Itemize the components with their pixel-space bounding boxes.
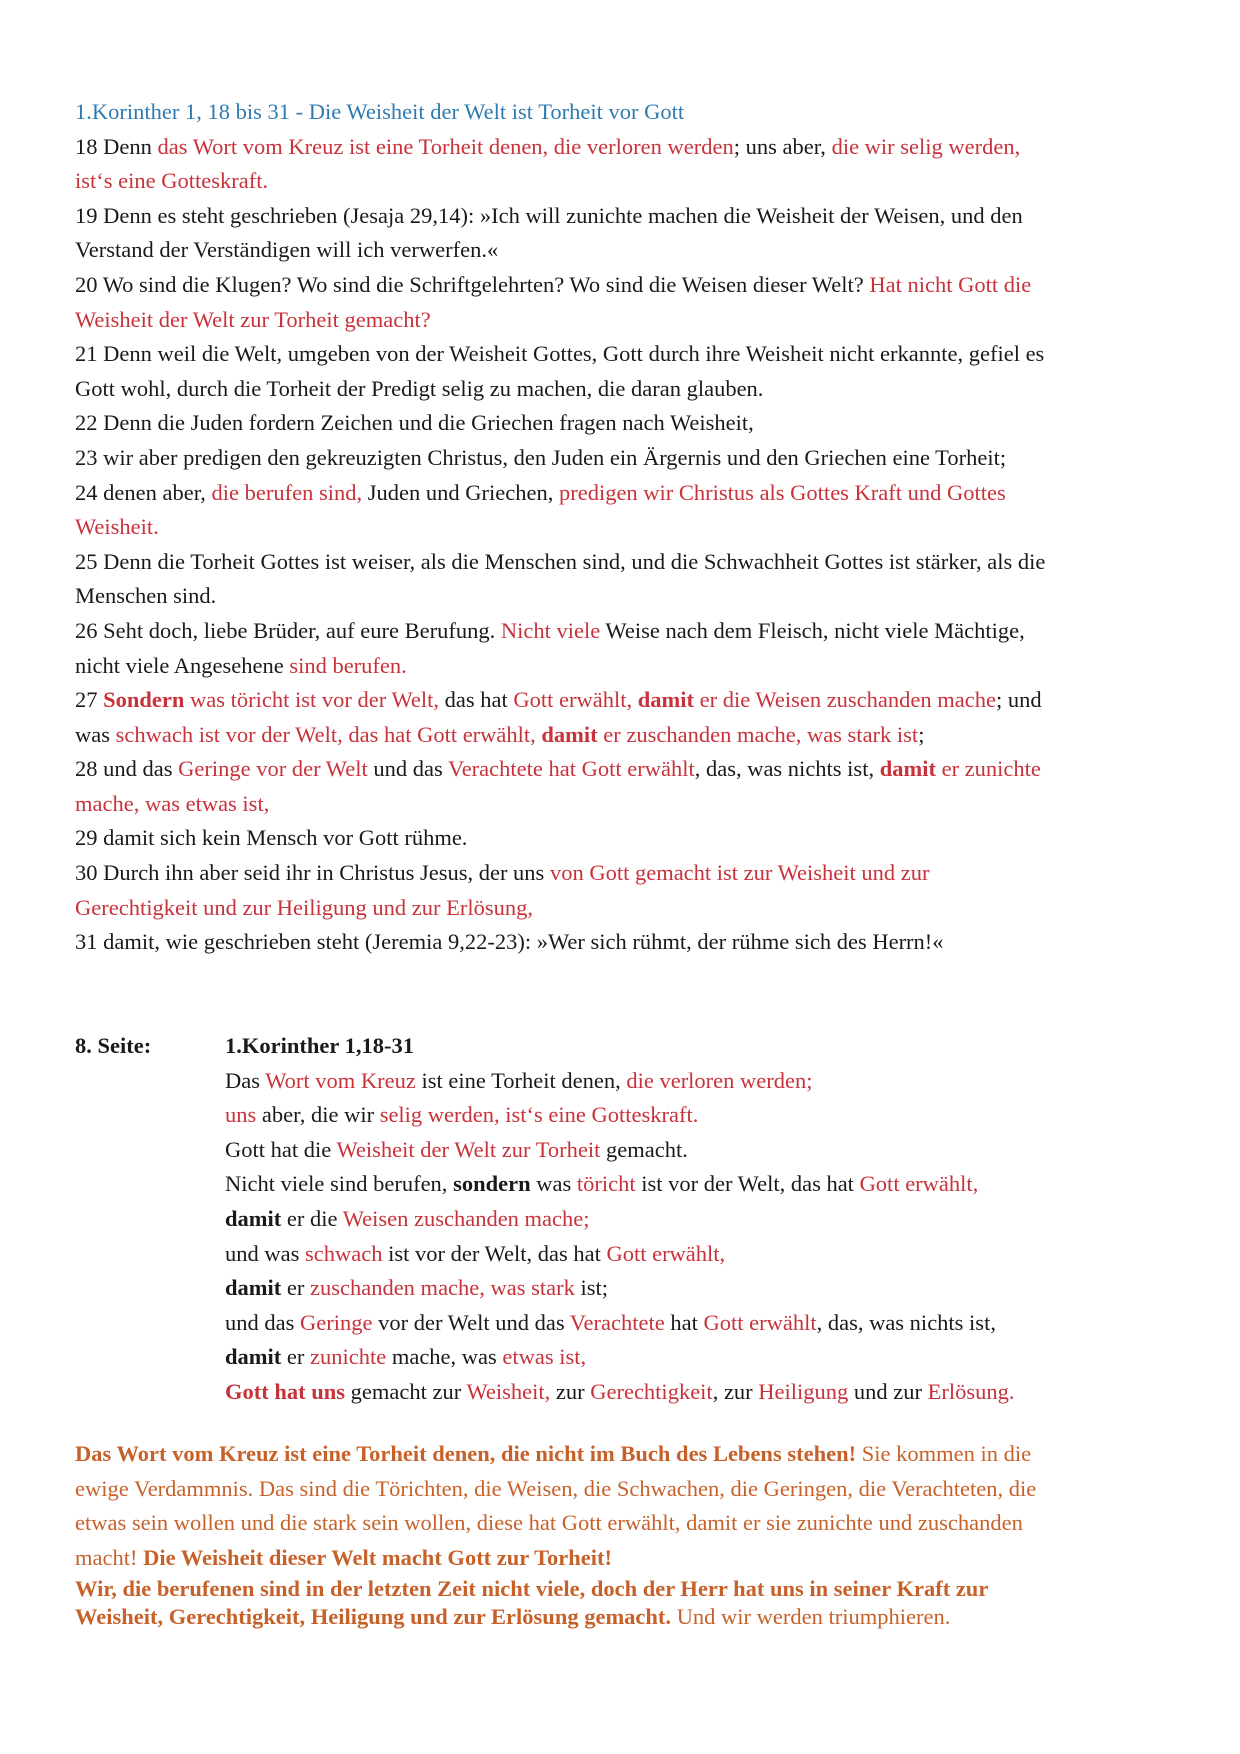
verse-line (75, 476, 1175, 511)
text-segment: ist‘s eine Gotteskraft. (75, 168, 269, 194)
text-segment: Verstand der Verständigen will ich verwerfen.« (75, 237, 499, 263)
text-segment: und das (367, 756, 448, 782)
text-segment: Sie kommen in die (856, 1441, 1032, 1466)
text-segment: Juden und Griechen, (362, 479, 559, 505)
text-segment: 24 denen aber, (75, 479, 212, 505)
verse-line (75, 545, 1175, 580)
text-segment: nicht viele Angesehene (75, 652, 290, 678)
text-segment: vor der Welt und das (372, 1309, 570, 1335)
text-segment: 22 Denn die Juden fordern Zeichen und die Griechen fragen nach Weisheit, (75, 410, 754, 436)
verse-line (75, 683, 1175, 718)
summary-line (75, 1437, 1175, 1472)
text-segment: ist vor der Welt, das hat (635, 1171, 860, 1197)
section-line (225, 1029, 1015, 1064)
text-segment: Gott erwählt, (606, 1240, 726, 1266)
section-line (225, 1375, 1015, 1410)
bible-passage (75, 95, 1175, 960)
text-segment: was töricht ist vor der Welt, (184, 687, 440, 713)
text-segment: Verachtete (569, 1309, 665, 1335)
verse-line (75, 614, 1175, 649)
text-segment: Geringe vor der Welt (178, 756, 368, 782)
text-segment: gemacht. (600, 1136, 688, 1162)
text-segment: er die (281, 1205, 343, 1231)
verse-line (75, 856, 1175, 891)
text-segment: 25 Denn die Torheit Gottes ist weiser, als die Menschen sind, und die Schwachheit Gottes ist stärker, als die (75, 548, 1046, 574)
text-segment: schwach ist vor der Welt, das hat Gott erwählt, (115, 721, 542, 747)
section-line (225, 1237, 1015, 1272)
text-segment: zuschanden mache, was stark (309, 1275, 575, 1301)
text-segment: Weisen zuschanden mache; (342, 1205, 590, 1231)
text-segment: Heiligung (758, 1378, 849, 1404)
text-segment: 26 Seht doch, liebe Brüder, auf eure Berufung. (75, 617, 501, 643)
text-segment: er (281, 1344, 310, 1370)
verse-line (75, 925, 1175, 960)
section-line (225, 1098, 1015, 1133)
summary-paragraph (75, 1437, 1175, 1631)
text-segment: ist; (574, 1275, 609, 1301)
text-segment: Weisheit. (75, 514, 159, 540)
text-segment: uns (225, 1102, 257, 1128)
text-segment: Gott erwählt, (513, 687, 638, 713)
text-segment: aber, die wir (256, 1102, 380, 1128)
text-segment: 27 (75, 687, 104, 713)
text-segment: Menschen sind. (75, 583, 217, 609)
summary-line (75, 1472, 1175, 1507)
text-segment: 30 Durch ihn aber seid ihr in Christus Jesus, der uns (75, 860, 550, 886)
text-segment: 21 Denn weil die Welt, umgeben von der Weisheit Gottes, Gott durch ihre Weisheit nicht erkannte, gefiel es (75, 341, 1045, 367)
verse-line (75, 130, 1175, 165)
text-segment: Wir, die berufenen sind in der letzten Zeit nicht viele, doch der Herr hat uns in seiner Kraft zur (75, 1576, 989, 1602)
section-line (225, 1202, 1015, 1237)
section-lines (225, 1029, 1015, 1410)
text-segment: was (530, 1171, 577, 1197)
text-segment: Sondern (103, 687, 185, 713)
verse-line (75, 337, 1175, 372)
text-segment: 23 wir aber predigen den gekreuzigten Christus, den Juden ein Ärgernis und den Griechen eine Torheit; (75, 444, 1007, 470)
text-segment: damit (541, 721, 598, 747)
text-segment: Gott wohl, durch die Torheit der Predigt selig zu machen, die daran glauben. (75, 375, 764, 401)
verse-line (75, 579, 1175, 614)
text-segment: ist eine Torheit denen, (415, 1067, 627, 1093)
text-segment: ist vor der Welt, das hat (382, 1240, 607, 1266)
text-segment: Das (225, 1067, 266, 1093)
text-segment: und das (225, 1309, 300, 1335)
text-segment: das Wort vom Kreuz ist eine Torheit denen, die verloren werden (157, 133, 734, 159)
verse-line (75, 510, 1175, 545)
verse-line (75, 649, 1175, 684)
verse-line (75, 268, 1175, 303)
verse-line (75, 372, 1175, 407)
text-segment: Hat nicht Gott die (869, 271, 1032, 297)
text-segment: von Gott gemacht ist zur Weisheit und zur (549, 860, 930, 886)
verse-line (75, 303, 1175, 338)
text-segment: Erlösung. (927, 1378, 1015, 1404)
section-line (225, 1340, 1015, 1375)
text-segment: , zur (712, 1378, 759, 1404)
text-segment: Geringe (300, 1309, 373, 1335)
text-segment: Weisheit der Welt zur Torheit (336, 1136, 601, 1162)
verse-line (75, 752, 1175, 787)
verse-line (75, 821, 1175, 856)
text-segment: 19 Denn es steht geschrieben (Jesaja 29,14): »Ich will zunichte machen die Weisheit der Weisen, und den (75, 202, 1023, 228)
verse-line (75, 718, 1175, 753)
text-segment: , das, was nichts ist, (694, 756, 880, 782)
text-segment: und was (225, 1240, 305, 1266)
text-segment: Die Weisheit dieser Welt macht Gott zur Torheit! (143, 1544, 613, 1570)
verse-line (75, 787, 1175, 822)
verse-list (75, 130, 1175, 960)
text-segment: die wir selig werden, (831, 133, 1021, 159)
text-segment: etwas sein wollen und die stark sein wollen, diese hat Gott erwählt, damit er sie zunichte und zuschanden (75, 1510, 1023, 1536)
summary-line (75, 1603, 1175, 1631)
text-segment: zunichte (309, 1344, 387, 1370)
text-segment: 31 damit, wie geschrieben steht (Jeremia 9,22-23): »Wer sich rühmt, der rühme sich des Herrn!« (75, 929, 944, 955)
text-segment: Nicht viele (500, 617, 601, 643)
text-segment: Weisheit, (466, 1378, 551, 1404)
verse-line (75, 199, 1175, 234)
text-segment: die berufen sind, (211, 479, 363, 505)
passage-heading: 1.Korinther 1, 18 bis 31 - Die Weisheit der Welt ist Torheit vor Gott (75, 99, 685, 124)
text-segment: predigen wir Christus als Gottes Kraft und Gottes (558, 479, 1006, 505)
text-segment: Weise nach dem Fleisch, nicht viele Mächtige, (600, 617, 1025, 643)
text-segment: damit (879, 756, 936, 782)
verse-line (75, 406, 1175, 441)
text-segment: Gerechtigkeit (590, 1378, 713, 1404)
text-segment: ; uns aber, (733, 133, 832, 159)
section-line (225, 1167, 1015, 1202)
text-segment: Gott hat uns (225, 1378, 346, 1404)
summary-line (75, 1541, 1175, 1576)
text-segment: damit (225, 1275, 282, 1301)
text-segment: 18 Denn (75, 133, 158, 159)
text-segment: macht! (75, 1544, 144, 1570)
text-segment: ; (918, 721, 925, 747)
text-segment: ; und (995, 687, 1042, 713)
text-segment: selig werden, ist‘s eine Gotteskraft. (379, 1102, 699, 1128)
text-segment: Nicht viele sind berufen, (225, 1171, 454, 1197)
text-segment: Das Wort vom Kreuz ist eine Torheit denen, die nicht im Buch des Lebens stehen! (75, 1441, 857, 1466)
text-segment: Gott erwählt, (859, 1171, 979, 1197)
text-segment: damit (225, 1344, 282, 1370)
text-segment: er (281, 1275, 310, 1301)
text-segment: , das, was nichts ist, (816, 1309, 996, 1335)
summary-line (75, 1506, 1175, 1541)
text-segment: 1.Korinther 1,18-31 (225, 1033, 414, 1058)
text-segment: damit (225, 1205, 282, 1231)
text-segment: etwas ist, (502, 1344, 587, 1370)
text-segment: Weisheit der Welt zur Torheit gemacht? (75, 306, 431, 332)
text-segment: Und wir werden triumphieren. (671, 1604, 951, 1630)
text-segment: hat (664, 1309, 704, 1335)
text-segment: Gott hat die (225, 1136, 337, 1162)
text-segment: er zuschanden mache, was stark ist (597, 721, 919, 747)
section-line (225, 1133, 1015, 1168)
text-segment: Gott erwählt (703, 1309, 817, 1335)
text-segment: und zur (848, 1378, 928, 1404)
section-label: 8. Seite: (75, 1033, 152, 1058)
text-segment: damit (637, 687, 694, 713)
text-segment: zur (550, 1378, 591, 1404)
text-segment: sondern (453, 1171, 531, 1197)
verse-line (75, 891, 1175, 926)
text-segment: das hat (439, 687, 514, 713)
text-segment: Verachtete hat Gott erwählt (447, 756, 695, 782)
text-segment: er zunichte (935, 756, 1041, 782)
text-segment: gemacht zur (345, 1378, 467, 1404)
text-segment: ewige Verdammnis. Das sind die Törichten, die Weisen, die Schwachen, die Geringen, die Verachteten, die (75, 1475, 1037, 1501)
section-line (225, 1064, 1015, 1099)
text-segment: die verloren werden; (626, 1067, 813, 1093)
text-segment: mache, was etwas ist, (75, 790, 270, 816)
summary-line (75, 1575, 1175, 1603)
text-segment: 29 damit sich kein Mensch vor Gott rühme. (75, 825, 468, 851)
text-segment: töricht (576, 1171, 636, 1197)
text-segment: er die Weisen zuschanden mache (693, 687, 996, 713)
text-segment: 28 und das (75, 756, 179, 782)
text-segment: sind berufen. (289, 652, 407, 678)
text-segment: Gerechtigkeit und zur Heiligung und zur Erlösung, (75, 894, 534, 920)
text-segment: 20 Wo sind die Klugen? Wo sind die Schriftgelehrten? Wo sind die Weisen dieser Welt? (75, 271, 870, 297)
text-segment: was (75, 721, 116, 747)
verse-line (75, 441, 1175, 476)
text-segment: Wort vom Kreuz (265, 1067, 416, 1093)
verse-line (75, 233, 1175, 268)
text-segment: mache, was (386, 1344, 503, 1370)
text-segment: schwach (305, 1240, 383, 1266)
section-line (225, 1306, 1015, 1341)
text-segment: Weisheit, Gerechtigkeit, Heiligung und zur Erlösung gemacht. (75, 1604, 672, 1630)
verse-line (75, 164, 1175, 199)
section-line (225, 1271, 1015, 1306)
